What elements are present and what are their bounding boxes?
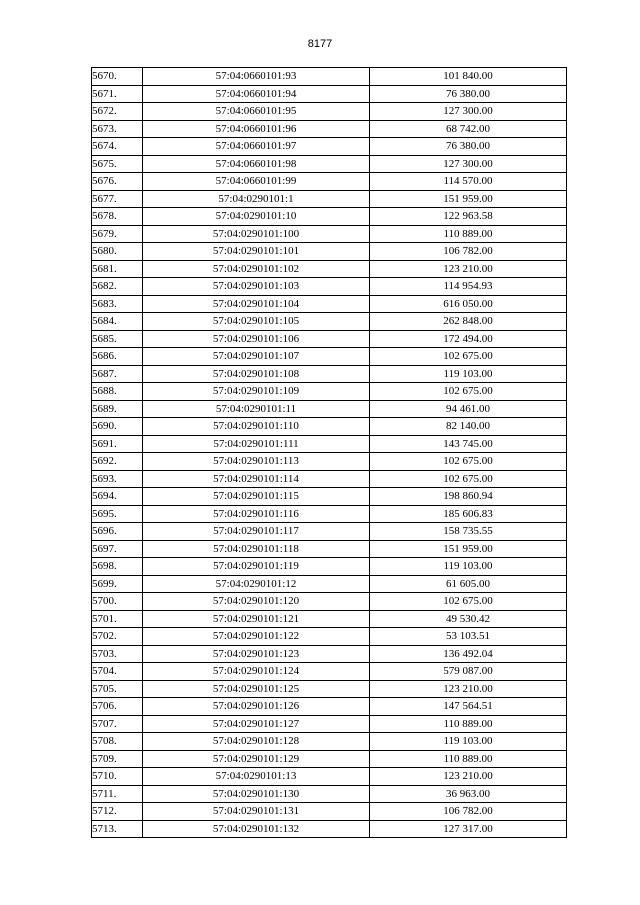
table-row	[92, 418, 567, 436]
table-row	[92, 85, 567, 103]
table-row	[92, 190, 567, 208]
cadastral-value-cell: 119 103.00	[370, 733, 567, 751]
row-number-cell: 5694.	[92, 488, 143, 506]
row-number-cell: 5691.	[92, 435, 143, 453]
row-number-cell: 5673.	[92, 120, 143, 138]
cadastral-value-cell: 76 380.00	[370, 85, 567, 103]
table-row	[92, 243, 567, 261]
table-row	[92, 558, 567, 576]
registry-table	[91, 67, 567, 838]
cadastral-value-cell: 119 103.00	[370, 558, 567, 576]
table-row	[92, 330, 567, 348]
table-row	[92, 610, 567, 628]
cadastral-number-cell: 57:04:0290101:126	[143, 698, 370, 716]
table-row	[92, 820, 567, 838]
table-row	[92, 785, 567, 803]
cadastral-value-cell: 49 530.42	[370, 610, 567, 628]
table-row	[92, 68, 567, 86]
table-row	[92, 663, 567, 681]
row-number-cell: 5689.	[92, 400, 143, 418]
cadastral-value-cell: 119 103.00	[370, 365, 567, 383]
cadastral-number-cell: 57:04:0660101:97	[143, 138, 370, 156]
row-number-cell: 5671.	[92, 85, 143, 103]
table-row	[92, 575, 567, 593]
cadastral-number-cell: 57:04:0660101:96	[143, 120, 370, 138]
cadastral-number-cell: 57:04:0290101:125	[143, 680, 370, 698]
cadastral-value-cell: 94 461.00	[370, 400, 567, 418]
row-number-cell: 5672.	[92, 103, 143, 121]
table-row	[92, 453, 567, 471]
table-row	[92, 540, 567, 558]
table-row	[92, 348, 567, 366]
cadastral-value-cell: 151 959.00	[370, 190, 567, 208]
table-row	[92, 593, 567, 611]
cadastral-value-cell: 114 954.93	[370, 278, 567, 296]
row-number-cell: 5680.	[92, 243, 143, 261]
cadastral-number-cell: 57:04:0660101:99	[143, 173, 370, 191]
row-number-cell: 5675.	[92, 155, 143, 173]
table-row	[92, 383, 567, 401]
cadastral-number-cell: 57:04:0290101:124	[143, 663, 370, 681]
row-number-cell: 5684.	[92, 313, 143, 331]
row-number-cell: 5712.	[92, 803, 143, 821]
cadastral-value-cell: 106 782.00	[370, 243, 567, 261]
table-row	[92, 505, 567, 523]
cadastral-number-cell: 57:04:0290101:105	[143, 313, 370, 331]
cadastral-value-cell: 143 745.00	[370, 435, 567, 453]
cadastral-value-cell: 136 492.04	[370, 645, 567, 663]
table-row	[92, 698, 567, 716]
table-row	[92, 173, 567, 191]
cadastral-number-cell: 57:04:0290101:122	[143, 628, 370, 646]
table-row	[92, 523, 567, 541]
cadastral-value-cell: 123 210.00	[370, 680, 567, 698]
cadastral-number-cell: 57:04:0290101:127	[143, 715, 370, 733]
table-row	[92, 313, 567, 331]
cadastral-number-cell: 57:04:0290101:114	[143, 470, 370, 488]
row-number-cell: 5683.	[92, 295, 143, 313]
cadastral-value-cell: 185 606.83	[370, 505, 567, 523]
cadastral-number-cell: 57:04:0290101:108	[143, 365, 370, 383]
cadastral-value-cell: 102 675.00	[370, 593, 567, 611]
row-number-cell: 5707.	[92, 715, 143, 733]
row-number-cell: 5696.	[92, 523, 143, 541]
table-row	[92, 365, 567, 383]
table-row	[92, 400, 567, 418]
row-number-cell: 5699.	[92, 575, 143, 593]
row-number-cell: 5695.	[92, 505, 143, 523]
cadastral-number-cell: 57:04:0290101:11	[143, 400, 370, 418]
row-number-cell: 5705.	[92, 680, 143, 698]
table-row	[92, 733, 567, 751]
cadastral-number-cell: 57:04:0290101:13	[143, 768, 370, 786]
cadastral-number-cell: 57:04:0290101:102	[143, 260, 370, 278]
row-number-cell: 5703.	[92, 645, 143, 663]
cadastral-value-cell: 110 889.00	[370, 225, 567, 243]
cadastral-value-cell: 127 300.00	[370, 155, 567, 173]
cadastral-value-cell: 151 959.00	[370, 540, 567, 558]
row-number-cell: 5693.	[92, 470, 143, 488]
table-row	[92, 768, 567, 786]
cadastral-value-cell: 102 675.00	[370, 383, 567, 401]
cadastral-value-cell: 101 840.00	[370, 68, 567, 86]
row-number-cell: 5701.	[92, 610, 143, 628]
table-row	[92, 120, 567, 138]
cadastral-number-cell: 57:04:0290101:115	[143, 488, 370, 506]
cadastral-value-cell: 53 103.51	[370, 628, 567, 646]
row-number-cell: 5710.	[92, 768, 143, 786]
cadastral-value-cell: 114 570.00	[370, 173, 567, 191]
cadastral-number-cell: 57:04:0290101:104	[143, 295, 370, 313]
cadastral-value-cell: 122 963.58	[370, 208, 567, 226]
cadastral-value-cell: 110 889.00	[370, 715, 567, 733]
table-row	[92, 750, 567, 768]
row-number-cell: 5674.	[92, 138, 143, 156]
cadastral-value-cell: 102 675.00	[370, 348, 567, 366]
cadastral-value-cell: 123 210.00	[370, 260, 567, 278]
cadastral-number-cell: 57:04:0290101:116	[143, 505, 370, 523]
row-number-cell: 5704.	[92, 663, 143, 681]
cadastral-value-cell: 76 380.00	[370, 138, 567, 156]
table-row	[92, 155, 567, 173]
row-number-cell: 5687.	[92, 365, 143, 383]
table-row	[92, 645, 567, 663]
cadastral-number-cell: 57:04:0290101:120	[143, 593, 370, 611]
page-number: 8177	[307, 38, 333, 50]
row-number-cell: 5711.	[92, 785, 143, 803]
row-number-cell: 5681.	[92, 260, 143, 278]
table-row	[92, 138, 567, 156]
cadastral-number-cell: 57:04:0290101:123	[143, 645, 370, 663]
cadastral-number-cell: 57:04:0660101:93	[143, 68, 370, 86]
cadastral-value-cell: 147 564.51	[370, 698, 567, 716]
cadastral-value-cell: 158 735.55	[370, 523, 567, 541]
cadastral-value-cell: 262 848.00	[370, 313, 567, 331]
row-number-cell: 5702.	[92, 628, 143, 646]
row-number-cell: 5708.	[92, 733, 143, 751]
cadastral-value-cell: 127 300.00	[370, 103, 567, 121]
cadastral-number-cell: 57:04:0290101:128	[143, 733, 370, 751]
cadastral-number-cell: 57:04:0290101:100	[143, 225, 370, 243]
cadastral-number-cell: 57:04:0290101:101	[143, 243, 370, 261]
row-number-cell: 5686.	[92, 348, 143, 366]
table-row	[92, 488, 567, 506]
cadastral-number-cell: 57:04:0290101:118	[143, 540, 370, 558]
cadastral-number-cell: 57:04:0290101:10	[143, 208, 370, 226]
row-number-cell: 5692.	[92, 453, 143, 471]
row-number-cell: 5706.	[92, 698, 143, 716]
cadastral-value-cell: 579 087.00	[370, 663, 567, 681]
cadastral-number-cell: 57:04:0660101:98	[143, 155, 370, 173]
cadastral-number-cell: 57:04:0290101:132	[143, 820, 370, 838]
row-number-cell: 5679.	[92, 225, 143, 243]
cadastral-number-cell: 57:04:0290101:130	[143, 785, 370, 803]
row-number-cell: 5709.	[92, 750, 143, 768]
cadastral-value-cell: 102 675.00	[370, 453, 567, 471]
table-row	[92, 103, 567, 121]
row-number-cell: 5685.	[92, 330, 143, 348]
registry-table-body	[92, 68, 567, 838]
table-row	[92, 295, 567, 313]
cadastral-number-cell: 57:04:0290101:103	[143, 278, 370, 296]
cadastral-number-cell: 57:04:0290101:113	[143, 453, 370, 471]
table-row	[92, 470, 567, 488]
table-row	[92, 715, 567, 733]
cadastral-number-cell: 57:04:0660101:95	[143, 103, 370, 121]
row-number-cell: 5698.	[92, 558, 143, 576]
cadastral-value-cell: 102 675.00	[370, 470, 567, 488]
row-number-cell: 5678.	[92, 208, 143, 226]
cadastral-number-cell: 57:04:0290101:111	[143, 435, 370, 453]
cadastral-value-cell: 61 605.00	[370, 575, 567, 593]
table-row	[92, 208, 567, 226]
row-number-cell: 5688.	[92, 383, 143, 401]
row-number-cell: 5713.	[92, 820, 143, 838]
row-number-cell: 5690.	[92, 418, 143, 436]
cadastral-number-cell: 57:04:0290101:106	[143, 330, 370, 348]
table-row	[92, 680, 567, 698]
cadastral-number-cell: 57:04:0660101:94	[143, 85, 370, 103]
cadastral-value-cell: 127 317.00	[370, 820, 567, 838]
cadastral-number-cell: 57:04:0290101:117	[143, 523, 370, 541]
cadastral-value-cell: 616 050.00	[370, 295, 567, 313]
row-number-cell: 5677.	[92, 190, 143, 208]
row-number-cell: 5682.	[92, 278, 143, 296]
cadastral-value-cell: 110 889.00	[370, 750, 567, 768]
table-row	[92, 225, 567, 243]
row-number-cell: 5700.	[92, 593, 143, 611]
table-row	[92, 260, 567, 278]
cadastral-number-cell: 57:04:0290101:119	[143, 558, 370, 576]
row-number-cell: 5697.	[92, 540, 143, 558]
cadastral-number-cell: 57:04:0290101:12	[143, 575, 370, 593]
cadastral-number-cell: 57:04:0290101:129	[143, 750, 370, 768]
cadastral-value-cell: 82 140.00	[370, 418, 567, 436]
table-row	[92, 628, 567, 646]
cadastral-value-cell: 172 494.00	[370, 330, 567, 348]
table-row	[92, 435, 567, 453]
row-number-cell: 5676.	[92, 173, 143, 191]
cadastral-number-cell: 57:04:0290101:131	[143, 803, 370, 821]
cadastral-value-cell: 106 782.00	[370, 803, 567, 821]
cadastral-value-cell: 36 963.00	[370, 785, 567, 803]
cadastral-number-cell: 57:04:0290101:110	[143, 418, 370, 436]
cadastral-number-cell: 57:04:0290101:1	[143, 190, 370, 208]
table-row	[92, 803, 567, 821]
cadastral-number-cell: 57:04:0290101:107	[143, 348, 370, 366]
table-row	[92, 278, 567, 296]
cadastral-value-cell: 123 210.00	[370, 768, 567, 786]
cadastral-number-cell: 57:04:0290101:109	[143, 383, 370, 401]
row-number-cell: 5670.	[92, 68, 143, 86]
cadastral-value-cell: 68 742.00	[370, 120, 567, 138]
cadastral-value-cell: 198 860.94	[370, 488, 567, 506]
cadastral-number-cell: 57:04:0290101:121	[143, 610, 370, 628]
